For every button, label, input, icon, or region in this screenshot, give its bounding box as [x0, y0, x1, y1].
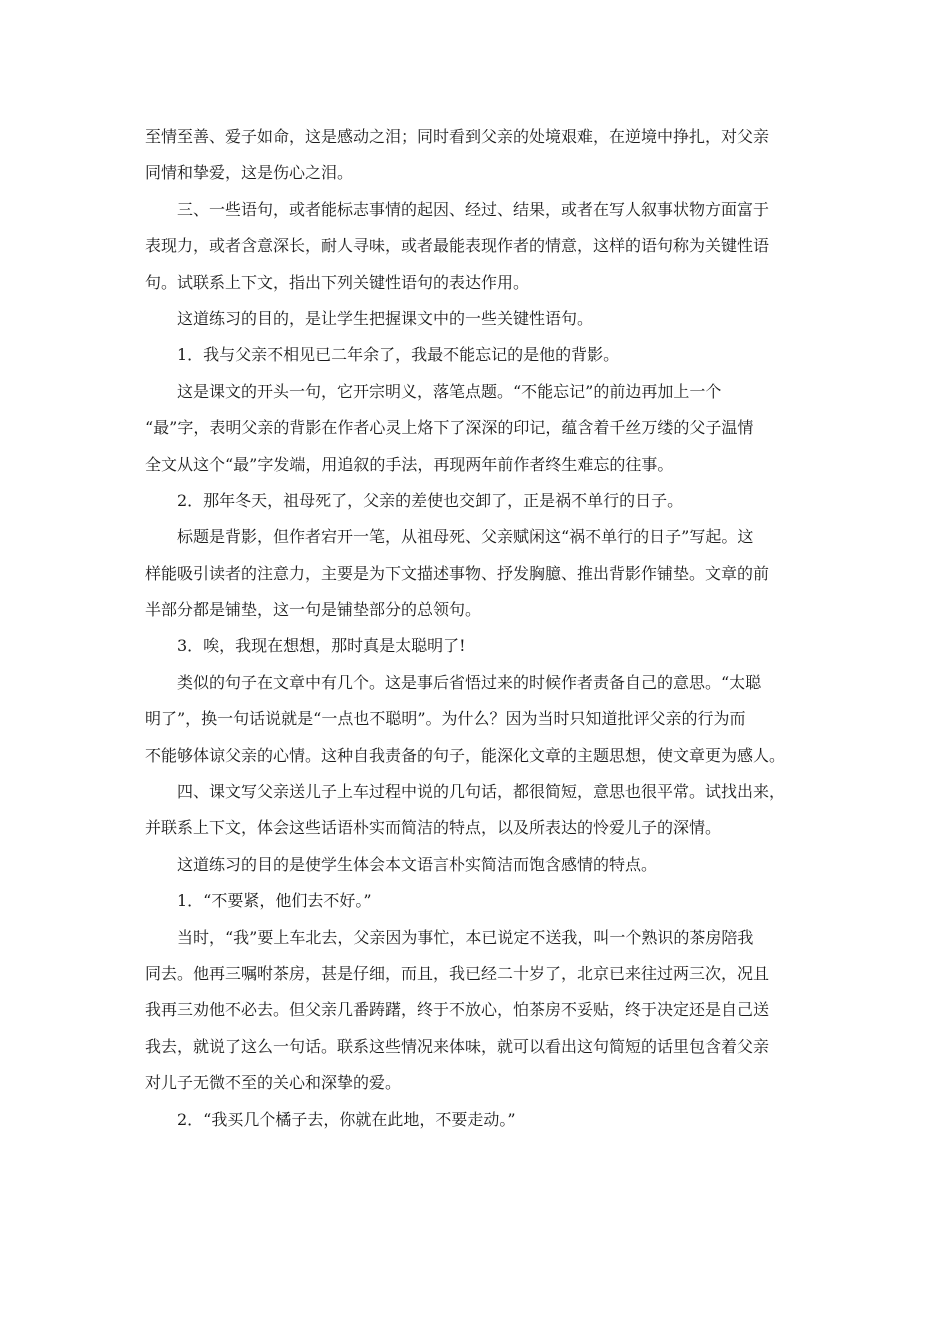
paragraph-start-line: 当时，“我”要上车北去，父亲因为事忙，本已说定不送我，叫一个熟识的茶房陪我	[177, 927, 754, 947]
text-line: 不能够体谅父亲的心情。这种自我责备的句子，能深化文章的主题思想，使文章更为感人。	[145, 745, 786, 765]
paragraph-start-line: 这道练习的目的，是让学生把握课文中的一些关键性语句。	[177, 308, 594, 328]
text-line: 我再三劝他不必去。但父亲几番踌躇，终于不放心，怕茶房不妥贴，终于决定还是自己送	[145, 1000, 770, 1020]
text-line: 对儿子无微不至的关心和深挚的爱。	[145, 1073, 402, 1093]
text-line: 表现力，或者含意深长，耐人寻味，或者最能表现作者的情意，这样的语句称为关键性语	[145, 236, 770, 256]
list-item-line: 2．“我买几个橘子去，你就在此地，不要走动。”	[177, 1109, 516, 1129]
paragraph-start-line: 三、一些语句，或者能标志事情的起因、经过、结果，或者在写人叙事状物方面富于	[177, 199, 770, 219]
list-item-line: 2．那年冬天，祖母死了，父亲的差使也交卸了，正是祸不单行的日子。	[177, 490, 684, 510]
paragraph-start-line: 类似的句子在文章中有几个。这是事后省悟过来的时候作者责备自己的意思。“太聪	[177, 672, 762, 692]
list-item-line: 3．唉，我现在想想，那时真是太聪明了!	[177, 636, 466, 656]
paragraph-start-line: 标题是背影，但作者宕开一笔，从祖母死、父亲赋闲这“祸不单行的日子”写起。这	[177, 527, 754, 547]
text-line: 并联系上下文，体会这些话语朴实而简洁的特点，以及所表达的怜爱儿子的深情。	[145, 818, 722, 838]
list-item-line: 1．“不要紧，他们去不好。”	[177, 891, 372, 911]
paragraph-start-line: 这是课文的开头一句，它开宗明义，落笔点题。“不能忘记”的前边再加上一个	[177, 381, 722, 401]
text-line: 样能吸引读者的注意力，主要是为下文描述事物、抒发胸臆、推出背影作铺垫。文章的前	[145, 563, 770, 583]
text-line: 明了”，换一句话说就是“一点也不聪明”。为什么？因为当时只知道批评父亲的行为而	[145, 709, 746, 729]
text-line: 至情至善、爱子如命，这是感动之泪；同时看到父亲的处境艰难，在逆境中挣扎，对父亲	[145, 127, 770, 146]
text-line: 全文从这个“最”字发端，用追叙的手法，再现两年前作者终生难忘的往事。	[145, 454, 674, 474]
text-line: 我去，就说了这么一句话。联系这些情况来体味，就可以看出这句简短的话里包含着父亲	[145, 1036, 770, 1056]
text-line: 同去。他再三嘱咐茶房，甚是仔细，而且，我已经二十岁了，北京已来往过两三次，况且	[145, 963, 770, 983]
document-body	[145, 119, 813, 1138]
list-item-line: 1．我与父亲不相见已二年余了，我最不能忘记的是他的背影。	[177, 345, 620, 365]
text-line: 半部分都是铺垫，这一句是铺垫部分的总领句。	[145, 600, 482, 620]
paragraph-start-line: 四、课文写父亲送儿子上车过程中说的几句话，都很简短，意思也很平常。试找出来，	[177, 782, 786, 802]
paragraph-start-line: 这道练习的目的是使学生体会本文语言朴实简洁而饱含感情的特点。	[177, 854, 658, 874]
text-line: 句。试联系上下文，指出下列关键性语句的表达作用。	[145, 272, 530, 292]
text-line: “最”字，表明父亲的背影在作者心灵上烙下了深深的印记，蕴含着千丝万缕的父子温情	[145, 418, 754, 438]
text-line: 同情和挚爱，这是伤心之泪。	[145, 163, 354, 183]
